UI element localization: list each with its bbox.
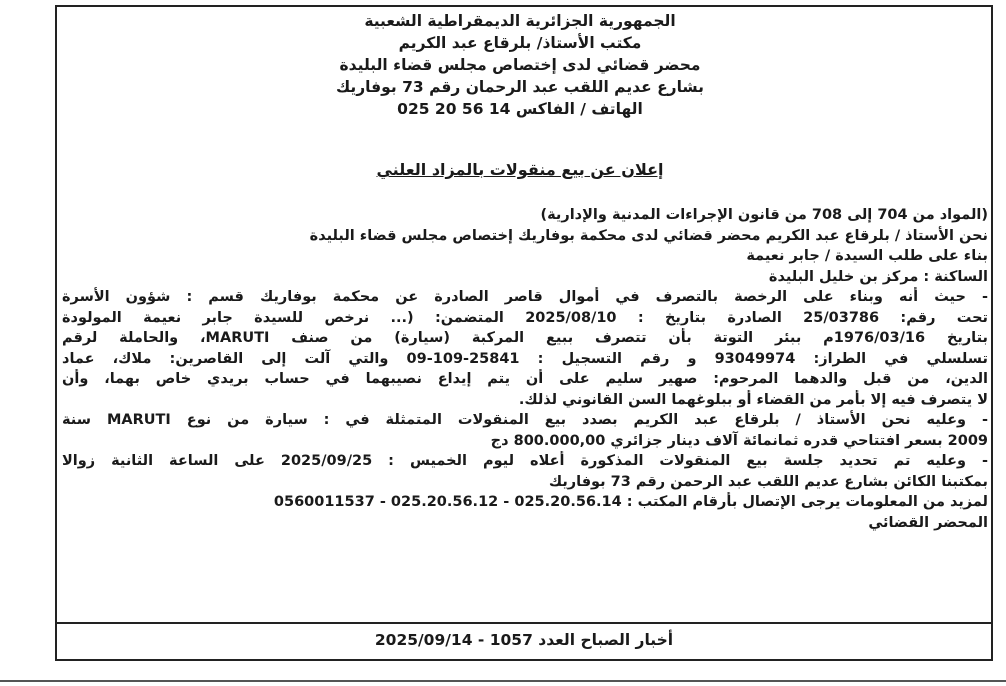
office-header [330,10,710,120]
signature: المحضر القضائي [868,514,988,531]
authorization-line-2: تحت رقم: 25/03786 الصادرة بتاريخ : 2025/08/10 المتضمن: (... نرخص للسيدة جابر نعيمة المولودة [62,309,988,326]
page-bottom-rule [0,680,1006,682]
authorization-line-4: تسلسلي في الطراز: 93049974 و رقم التسجيل : 25841-109-09 والتي آلت إلى القاصرين: ملاك، عماد [62,350,988,367]
authorization-line-1: - حيث أنه وبناء على الرخصة بالتصرف في أموال قاصر الصادرة عن محكمة بوفاريك قسم : شؤون الأسرة [62,289,988,305]
bailiff-line: نحن الأستاذ / بلرقاع عبد الكريم محضر قضائي لدى محكمة بوفاريك إختصاص مجلس قضاء البليدة [309,227,988,244]
header-jurisdiction: محضر قضائي لدى إختصاص مجلس قضاء البليدة [339,56,701,74]
header-address: بشارع عديم اللقب عبد الرحمان رقم 73 بوفاريك [336,78,704,96]
publication-footer: أخبار الصباح العدد 1057 - 2025/09/14 [374,631,674,649]
sale-item-line-2: 2009 بسعر افتتاحي قدره ثمانمائة آلاف دينار جزائري 800.000,00 دج [490,432,988,449]
session-line-1: - وعليه تم تحديد جلسة بيع المنقولات المذكورة أعلاه ليوم الخميس : 2025/09/25 على الساعة الثانية زوالا [62,453,988,469]
contact-line: لمزيد من المعلومات يرجى الإتصال بأرقام المكتب : 025.20.56.14 - 025.20.56.12 - 0560011537 [273,494,988,510]
session-line-2: بمكتبنا الكائن بشارع عديم اللقب عبد الرحمن رقم 73 بوفاريك [548,473,988,490]
requester-line: بناء على طلب السيدة / جابر نعيمة [746,248,988,264]
legal-reference: (المواد من 704 إلى 708 من قانون الإجراءات المدنية والإدارية) [540,207,988,223]
authorization-line-5: الدين، من قبل والدهما المرحوم: صهير سليم على أن يتم إيداع نصيبهما في حساب بريدي خاص بهما، وأن [62,371,988,387]
footer-divider [55,622,993,624]
residence-line: الساكنة : مركز بن خليل البليدة [768,268,988,285]
notice-body [62,205,988,533]
authorization-line-6: لا يتصرف فيه إلا بأمر من القضاء أو ببلوغهما السن القانوني لذلك. [518,391,988,408]
header-office: مكتب الأستاذ/ بلرقاع عبد الكريم [398,34,642,52]
notice-title: إعلان عن بيع منقولات بالمزاد العلني [376,160,664,179]
sale-item-line-1: - وعليه نحن الأستاذ / بلرقاع عبد الكريم بصدد بيع المنقولات المتمثلة في : سيارة من نوع MARUTI سنة [62,412,988,428]
header-republic: الجمهورية الجزائرية الديمقراطية الشعبية [364,12,676,30]
header-phone: الهاتف / الفاكس 14 56 20 025 [397,100,643,118]
authorization-line-3: بتاريخ 1976/03/16م ببئر التوتة بأن تتصرف ببيع المركبة (سيارة) من صنف MARUTI، والحاملة لرقم [62,330,988,346]
